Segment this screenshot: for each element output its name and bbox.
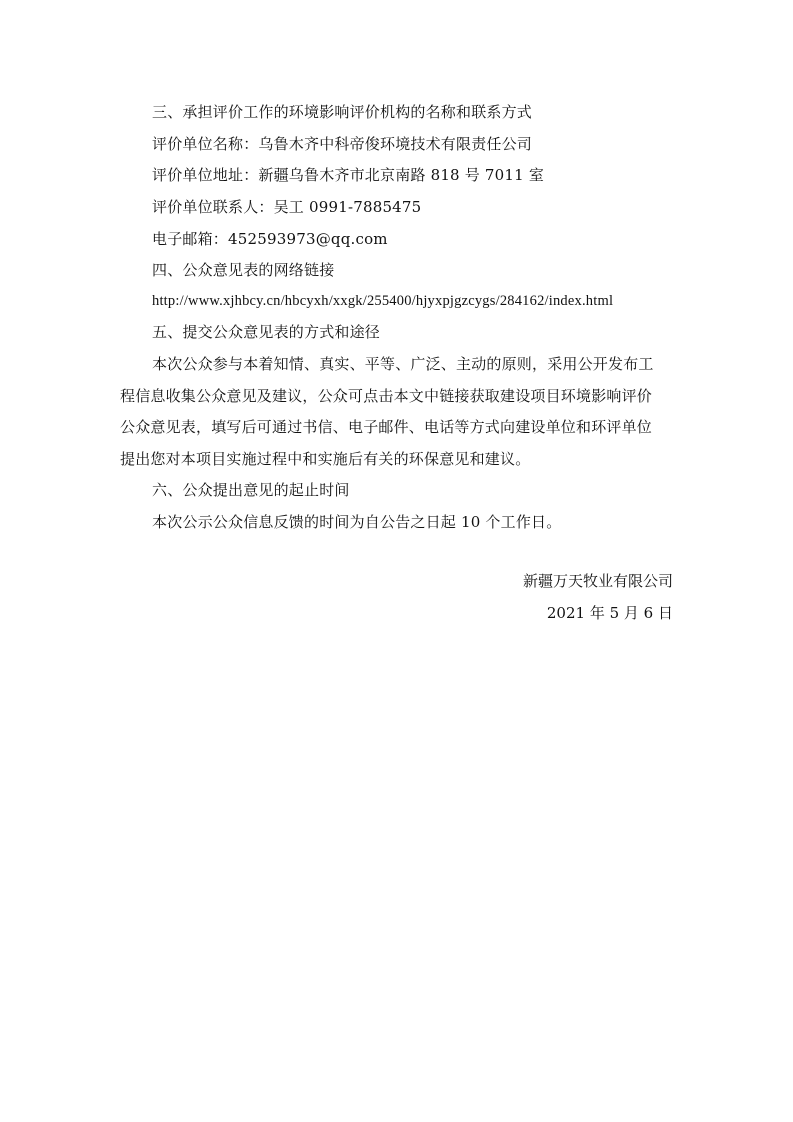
org-email-line: 电子邮箱：452593973@qq.com	[152, 230, 388, 248]
org-address-line: 评价单位地址：新疆乌鲁木齐市北京南路 818 号 7011 室	[152, 166, 545, 184]
section-5-paragraph-line-1: 本次公众参与本着知情、真实、平等、广泛、主动的原则，采用公开发布工	[152, 355, 654, 373]
signature-date: 2021 年 5 月 6 日	[546, 604, 673, 622]
signature-company: 新疆万天牧业有限公司	[522, 572, 673, 590]
org-contact-line: 评价单位联系人：吴工 0991-7885475	[152, 198, 422, 216]
section-5-paragraph-line-3: 公众意见表，填写后可通过书信、电子邮件、电话等方式向建设单位和环评单位	[120, 418, 653, 436]
section-6-paragraph: 本次公示公众信息反馈的时间为自公告之日起 10 个工作日。	[152, 513, 562, 531]
section-6-heading: 六、公众提出意见的起止时间	[152, 481, 350, 499]
public-opinion-form-link: http://www.xjhbcy.cn/hbcyxh/xxgk/255400/hjyxpjgzcygs/284162/index.html	[152, 293, 614, 309]
section-4-heading: 四、公众意见表的网络链接	[152, 261, 335, 279]
org-name-line: 评价单位名称：乌鲁木齐中科帝俊环境技术有限责任公司	[152, 135, 533, 153]
section-5-heading: 五、提交公众意见表的方式和途径	[152, 323, 381, 341]
section-5-paragraph-line-4: 提出您对本项目实施过程中和实施后有关的环保意见和建议。	[120, 450, 531, 468]
section-3-heading: 三、承担评价工作的环境影响评价机构的名称和联系方式	[152, 103, 533, 121]
section-5-paragraph-line-2: 程信息收集公众意见及建议，公众可点击本文中链接获取建设项目环境影响评价	[120, 387, 653, 405]
